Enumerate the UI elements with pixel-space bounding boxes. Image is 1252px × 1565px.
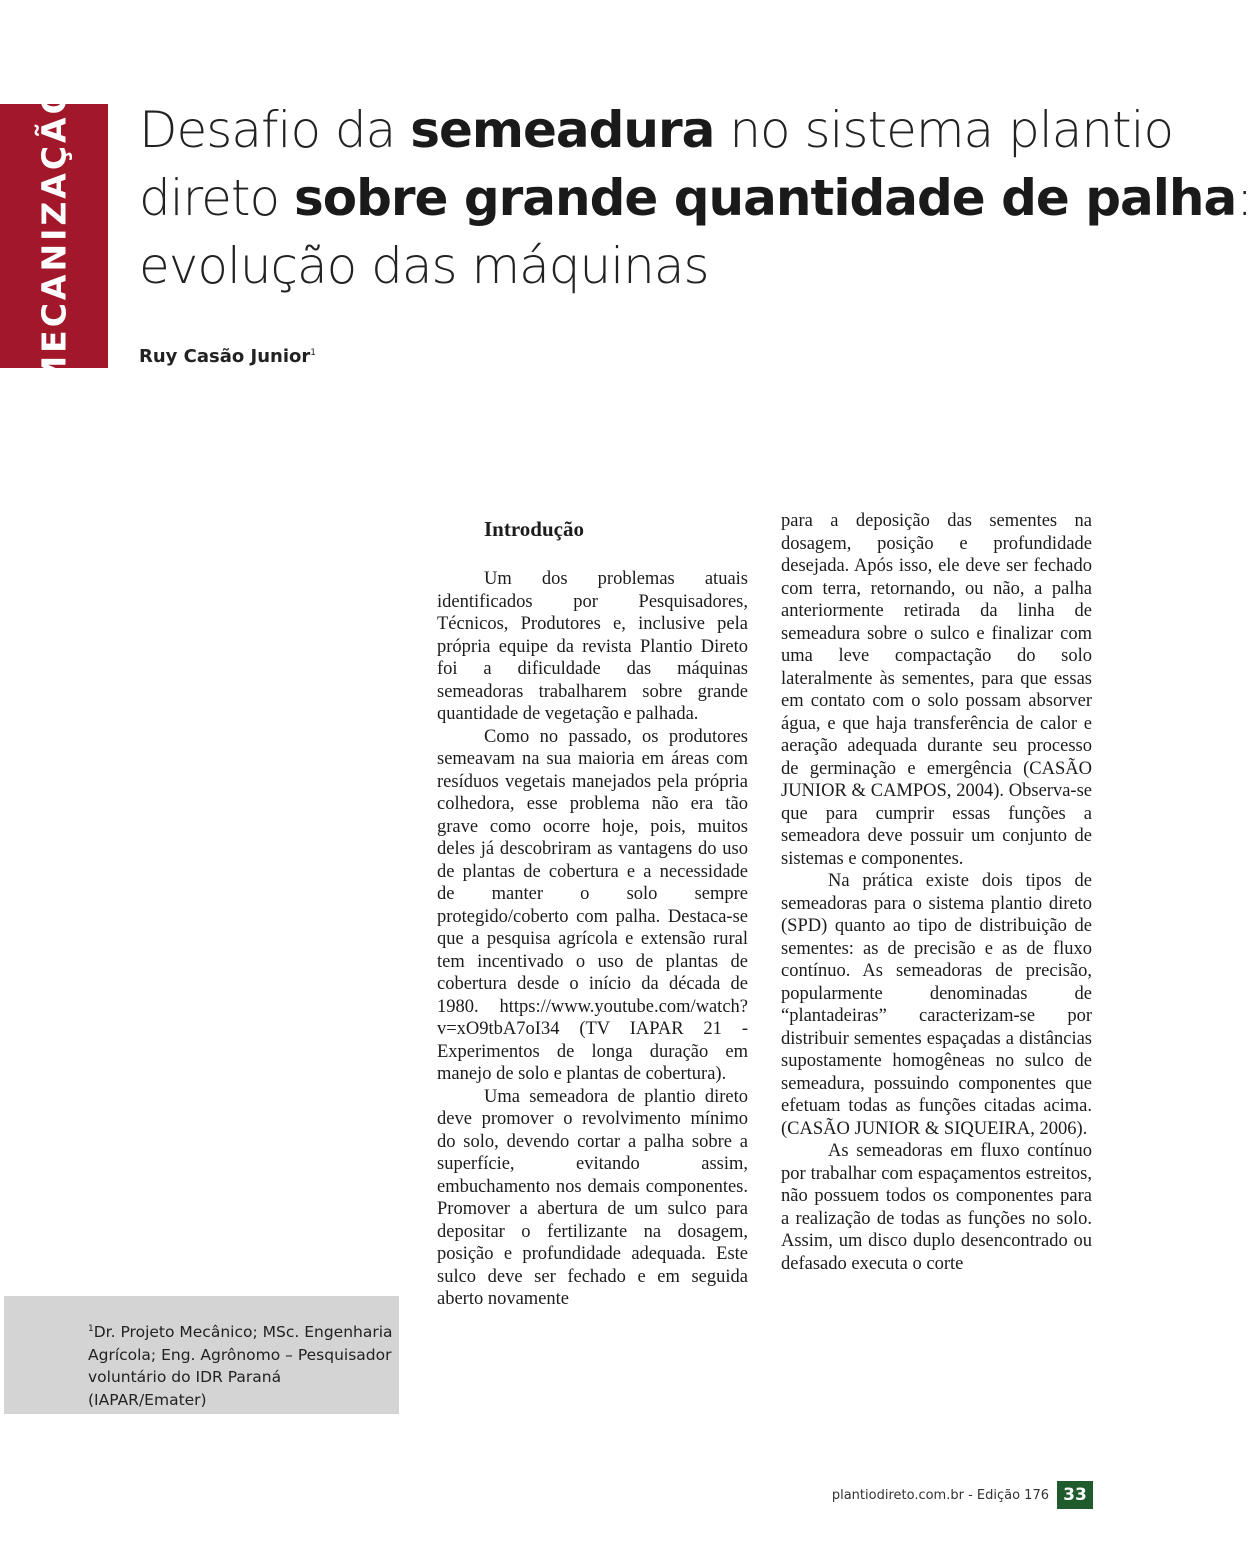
section-tab xyxy=(0,83,108,389)
title-text: no sistema plantio xyxy=(714,101,1174,159)
paragraph: As semeadoras em fluxo contínuo por trabalhar com espaçamentos estreitos, não possuem todos os componentes para a realização de todas as funções no solo. Assim, um disco duplo desencontrado ou defasado executa o corte xyxy=(781,1141,1092,1274)
section-label: MECANIZAÇÃO xyxy=(34,83,74,389)
title-emphasis: semeadura xyxy=(410,101,715,159)
text-column-1 xyxy=(437,514,748,1311)
footer-site: plantiodireto.com.br - Edição 176 xyxy=(831,1487,1049,1503)
text-column-2 xyxy=(781,510,1092,1275)
paragraph: Um dos problemas atuais identificados por Pesquisadores, Técnicos, Produtores e, inclusive pela própria equipe da revista Plantio Direto foi a dificuldade das máquinas semeadoras trabalharem sobre grande quantidade de vegetação e palhada. xyxy=(437,569,748,724)
footnote-box xyxy=(4,1296,399,1414)
paragraph: para a deposição das sementes na dosagem, posição e profundidade desejada. Após isso, ele deve ser fechado com terra, retornando, ou não, a palha anteriormente retirada da linha de semeadura sobre o sulco e finalizar com uma leve compactação do solo lateralmente às sementes, para que essas em contato com o solo possam absorver água, e que haja transferência de calor e aeração adequada durante seu processo de germinação e emergência (CASÃO JUNIOR & CAMPOS, 2004). Observa-se que para cumprir essas funções a semeadora deve possuir um conjunto de sistemas e componentes. xyxy=(781,511,1092,869)
section-heading: Introdução xyxy=(484,517,584,541)
page-number: 33 xyxy=(1057,1481,1093,1509)
footnote-mark: 1 xyxy=(88,1324,94,1334)
title-line-2 xyxy=(139,164,1252,232)
paragraph: Como no passado, os produtores semeavam na sua maioria em áreas com resíduos vegetais manejados pela própria colhedora, esse problema não era tão grave como ocorre hoje, pois, muitos deles já descobriram as vantagens do uso de plantas de cobertura e a necessidade de manter o solo sempre protegido/coberto com palha. Destaca-se que a pesquisa agrícola e extensão rural tem incentivado o uso de plantas de cobertura desde o início da década de 1980. https://www.youtube.com/watch?v=xO9tbA7oI34 (TV IAPAR 21 - Experimentos de longa duração em manejo de solo e plantas de cobertura). xyxy=(437,726,748,1084)
page-footer xyxy=(832,1481,1093,1509)
paragraph: Na prática existe dois tipos de semeadoras para o sistema plantio direto (SPD) quanto ao tipo de distribuição de sementes: as de precisão e as de fluxo contínuo. As semeadoras de precisão, popularmente denominadas de “plantadeiras” caracterizam-se por distribuir sementes espaçadas a distâncias supostamente homogêneas no sulco de semeadura, possuindo componentes que efetuam todas as funções citadas acima. (CASÃO JUNIOR & SIQUEIRA, 2006). xyxy=(781,871,1092,1139)
footnote xyxy=(88,1318,393,1411)
article-title xyxy=(139,96,1252,300)
title-line-3: evolução das máquinas xyxy=(139,237,709,295)
author-note-mark: 1 xyxy=(310,348,316,358)
title-emphasis: sobre grande quantidade de palha xyxy=(293,169,1237,227)
title-text: : xyxy=(1236,169,1252,227)
title-text: direto xyxy=(139,169,294,227)
title-text: Desafio da xyxy=(139,101,411,159)
title-line-1 xyxy=(139,96,1174,164)
author-name: Ruy Casão Junior xyxy=(139,346,311,367)
footnote-text: Dr. Projeto Mecânico; MSc. Engenharia Agrícola; Eng. Agrônomo – Pesquisador voluntário do IDR Paraná (IAPAR/Emater) xyxy=(88,1323,393,1409)
author xyxy=(139,346,316,367)
paragraph: Uma semeadora de plantio direto deve promover o revolvimento mínimo do solo, devendo cortar a palha sobre a superfície, evitando assim, embuchamento nos demais componentes. Promover a abertura de um sulco para depositar o fertilizante na dosagem, posição e profundidade adequada. Este sulco deve ser fechado e em seguida aberto novamente xyxy=(437,1086,748,1309)
